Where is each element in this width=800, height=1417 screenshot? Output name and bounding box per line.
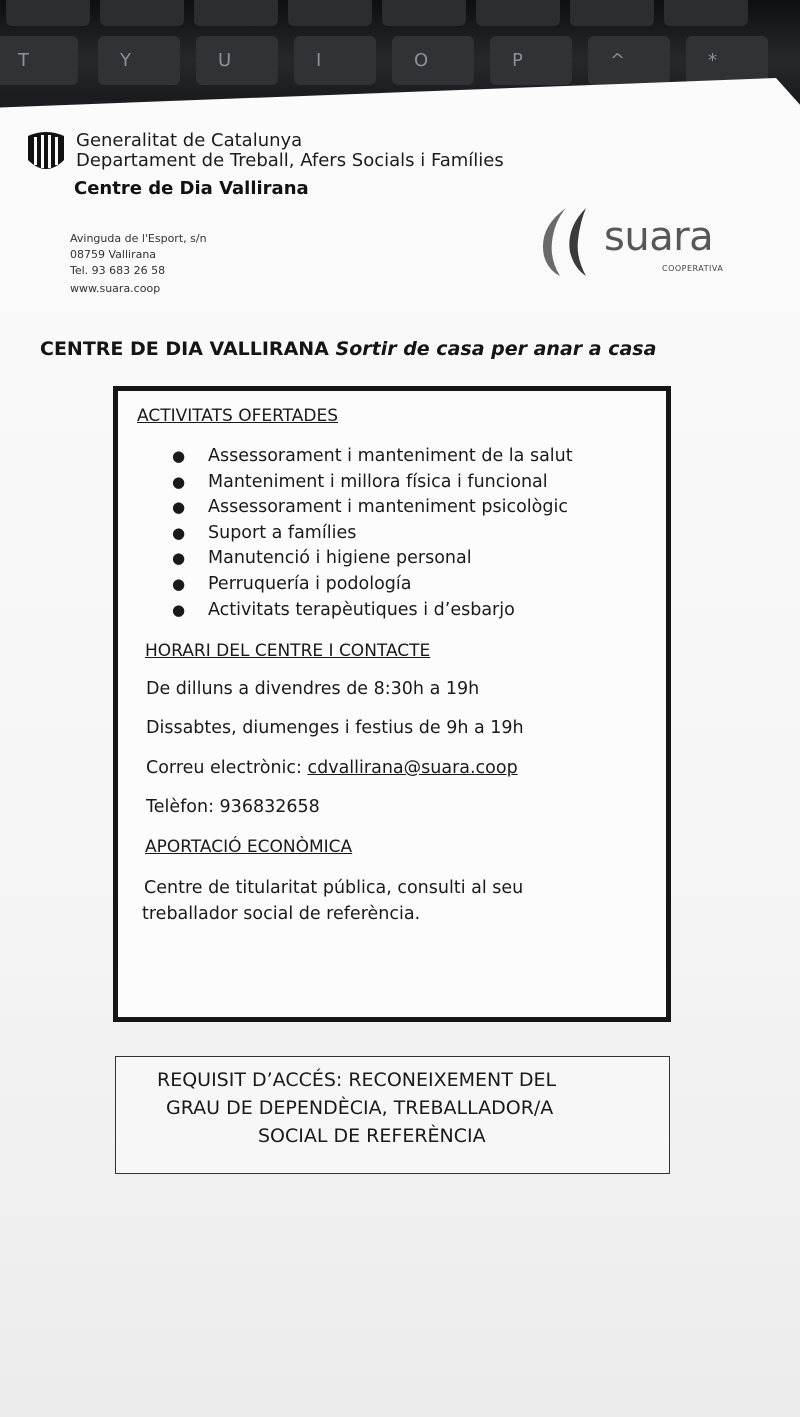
- phone-label: Telèfon:: [146, 797, 214, 817]
- keyboard-key: ^: [588, 36, 670, 88]
- generalitat-seal-icon: [26, 130, 66, 174]
- keyboard-top-row: [0, 0, 800, 28]
- bullet-icon: ●: [172, 600, 186, 619]
- activities-title: ACTIVITATS OFERTADES: [137, 406, 338, 426]
- email-label: Correu electrònic:: [146, 758, 302, 778]
- gov-name: Generalitat de Catalunya: [76, 130, 303, 151]
- bullet-icon: ●: [172, 523, 186, 542]
- schedule-weekends: Dissabtes, diumenges i festius de 9h a 19h: [146, 718, 524, 738]
- email-line: [146, 758, 518, 778]
- suara-logo-subtitle: COOPERATIVA: [662, 264, 724, 273]
- address-web: www.suara.coop: [70, 282, 161, 295]
- contribution-line2: treballador social de referència.: [142, 904, 421, 924]
- bullet-icon: ●: [172, 472, 186, 491]
- address-phone: Tel. 93 683 26 58: [70, 264, 166, 277]
- contribution-title: APORTACIÓ ECONÒMICA: [145, 837, 353, 857]
- contribution-line1: Centre de titularitat pública, consulti al seu: [144, 878, 524, 898]
- keyboard-key: T: [0, 36, 78, 88]
- requirement-line3: SOCIAL DE REFERÈNCIA: [258, 1125, 486, 1147]
- bullet-icon: ●: [172, 549, 186, 568]
- address-street: Avinguda de l'Esport, s/n: [70, 232, 207, 245]
- headline-slogan: Sortir de casa per anar a casa: [335, 338, 657, 360]
- email-link[interactable]: cdvallirana@suara.coop: [307, 758, 518, 778]
- requirement-line1: REQUISIT D’ACCÉS: RECONEIXEMENT DEL: [157, 1069, 557, 1091]
- keyboard-key: I: [294, 36, 376, 88]
- keyboard-key: *: [686, 36, 768, 88]
- phone-number: 936832658: [219, 797, 320, 817]
- bullet-icon: ●: [172, 498, 186, 517]
- keyboard-key: U: [196, 36, 278, 88]
- phone-line: [146, 797, 320, 817]
- headline-title: CENTRE DE DIA VALLIRANA: [40, 338, 329, 360]
- bullet-icon: ●: [172, 574, 186, 593]
- department-name: Departament de Treball, Afers Socials i Famílies: [76, 150, 504, 171]
- schedule-weekdays: De dilluns a divendres de 8:30h a 19h: [146, 679, 480, 699]
- page-title: [40, 338, 656, 360]
- keyboard-key: P: [490, 36, 572, 88]
- keyboard-key: Y: [98, 36, 180, 88]
- keyboard-key: O: [392, 36, 474, 88]
- address-city: 08759 Vallirana: [70, 248, 157, 261]
- requirement-line2: GRAU DE DEPENDÈCIA, TREBALLADOR/A: [166, 1097, 554, 1119]
- centre-name: Centre de Dia Vallirana: [74, 178, 309, 199]
- bullet-icon: ●: [172, 447, 186, 465]
- suara-logo-name: suara: [604, 214, 714, 260]
- schedule-title: HORARI DEL CENTRE I CONTACTE: [145, 641, 431, 661]
